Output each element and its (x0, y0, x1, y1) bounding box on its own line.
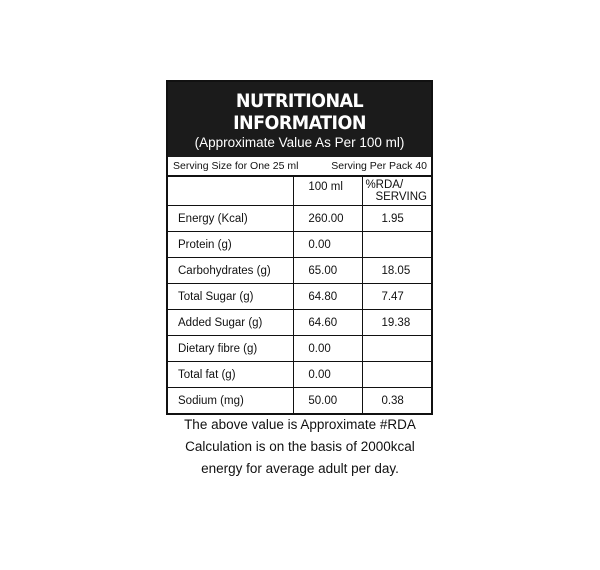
nutrition-label (166, 80, 433, 415)
header-rda (363, 177, 431, 206)
nutrient-rda: 18.05 (363, 258, 431, 284)
nutrient-per-100ml: 64.80 (294, 284, 363, 310)
nutrient-rda: 7.47 (363, 284, 431, 310)
serving-per-pack: Serving Per Pack 40 (331, 160, 427, 172)
nutrient-name: Sodium (mg) (168, 388, 294, 414)
label-title: NUTRITIONAL INFORMATION (233, 90, 366, 134)
nutrient-per-100ml: 50.00 (294, 388, 363, 414)
serving-size: Serving Size for One 25 ml (173, 160, 299, 172)
table-row (168, 258, 431, 284)
header-rda-line2: SERVING (375, 191, 427, 203)
header-rda-line1: %RDA/ (365, 179, 404, 191)
nutrition-table (168, 176, 431, 413)
label-subtitle: (Approximate Value As Per 100 ml) (194, 135, 405, 150)
nutrient-per-100ml: 64.60 (294, 310, 363, 336)
nutrient-rda (363, 232, 431, 258)
nutrient-per-100ml: 65.00 (294, 258, 363, 284)
table-header-row (168, 177, 431, 206)
nutrient-rda (363, 336, 431, 362)
nutrient-name: Added Sugar (g) (168, 310, 294, 336)
table-row (168, 310, 431, 336)
nutrient-name: Carbohydrates (g) (168, 258, 294, 284)
nutrient-rda: 19.38 (363, 310, 431, 336)
table-row (168, 284, 431, 310)
table-row (168, 362, 431, 388)
table-row (168, 388, 431, 414)
nutrient-name: Total fat (g) (168, 362, 294, 388)
rda-footnote (130, 414, 470, 480)
nutrient-rda: 0.38 (363, 388, 431, 414)
nutrient-per-100ml: 0.00 (294, 336, 363, 362)
header-nutrient (168, 177, 294, 206)
nutrient-per-100ml: 260.00 (294, 206, 363, 232)
table-row (168, 232, 431, 258)
nutrient-rda (363, 362, 431, 388)
footnote-line: The above value is Approximate #RDA (184, 417, 416, 432)
nutrient-name: Dietary fibre (g) (168, 336, 294, 362)
footnote-line: energy for average adult per day. (201, 461, 399, 476)
nutrient-per-100ml: 0.00 (294, 232, 363, 258)
table-row (168, 206, 431, 232)
nutrient-per-100ml: 0.00 (294, 362, 363, 388)
header-per-100ml: 100 ml (294, 177, 363, 206)
table-row (168, 336, 431, 362)
nutrient-rda: 1.95 (363, 206, 431, 232)
footnote-line: Calculation is on the basis of 2000kcal (185, 439, 415, 454)
serving-info (168, 157, 431, 176)
nutrient-name: Protein (g) (168, 232, 294, 258)
label-header (168, 82, 431, 157)
nutrient-name: Total Sugar (g) (168, 284, 294, 310)
nutrient-name: Energy (Kcal) (168, 206, 294, 232)
